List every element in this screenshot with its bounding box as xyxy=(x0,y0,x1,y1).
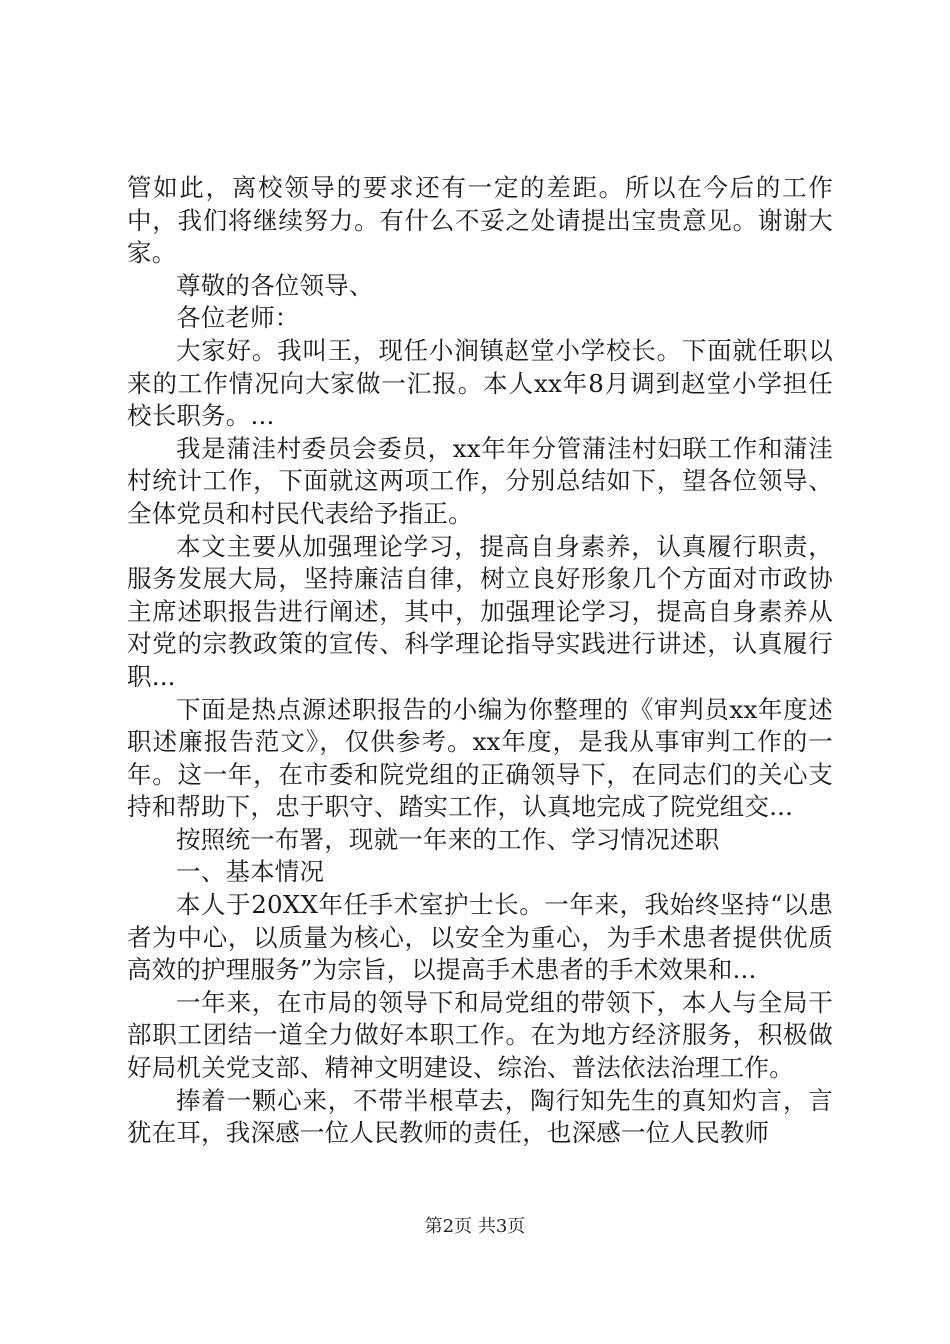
paragraph: 按照统一布署，现就一年来的工作、学习情况述职 xyxy=(176,824,720,854)
paragraph: 本文主要从加强理论学习，提高自身素养，认真履行职责，服务发展大局，坚持廉洁自律，树立良好形象几个方面对市政协主席述职报告进行阐述，其中，加强理论学习，提高自身素养从对党的宗教政策的宣传、科学理论指导实践进行讲述，认真履行职... xyxy=(127,531,833,691)
page-number-footer: 第2页 共3页 xyxy=(424,1216,526,1237)
document-body xyxy=(127,172,833,1150)
paragraph: 大家好。我叫王，现任小涧镇赵堂小学校长。下面就任职以来的工作情况向大家做一汇报。本人xx年8月调到赵堂小学担任校长职务。... xyxy=(127,335,833,431)
paragraph: 管如此，离校领导的要求还有一定的差距。所以在今后的工作中，我们将继续努力。有什么不妥之处请提出宝贵意见。谢谢大家。 xyxy=(127,173,833,268)
paragraph: 下面是热点源述职报告的小编为你整理的《审判员xx年度述职述廉报告范文》，仅供参考。xx年度，是我从事审判工作的一年。这一年，在市委和院党组的正确领导下，在同志们的关心支持和帮助下，忠于职守、踏实工作，认真地完成了院党组交... xyxy=(127,694,833,822)
paragraph: 捧着一颗心来，不带半根草去，陶行知先生的真知灼言，言犹在耳，我深感一位人民教师的责任，也深感一位人民教师 xyxy=(127,1085,833,1148)
paragraph: 一、基本情况 xyxy=(176,857,325,887)
paragraph: 尊敬的各位领导、 xyxy=(176,270,374,300)
paragraph: 一年来，在市局的领导下和局党组的带领下，本人与全局干部职工团结一道全力做好本职工作。在为地方经济服务，积极做好局机关党支部、精神文明建设、综治、普法依法治理工作。 xyxy=(127,987,833,1083)
paragraph: 我是蒲洼村委员会委员，xx年年分管蒲洼村妇联工作和蒲洼村统计工作，下面就这两项工作，分别总结如下，望各位领导、全体党员和村民代表给予指正。 xyxy=(127,433,833,528)
paragraph: 各位老师： xyxy=(176,303,300,333)
paragraph: 本人于20XX年任手术室护士长。一年来，我始终坚持“以患者为中心，以质量为核心，以安全为重心，为手术患者提供优质高效的护理服务”为宗旨，以提高手术患者的手术效果和... xyxy=(127,890,833,985)
